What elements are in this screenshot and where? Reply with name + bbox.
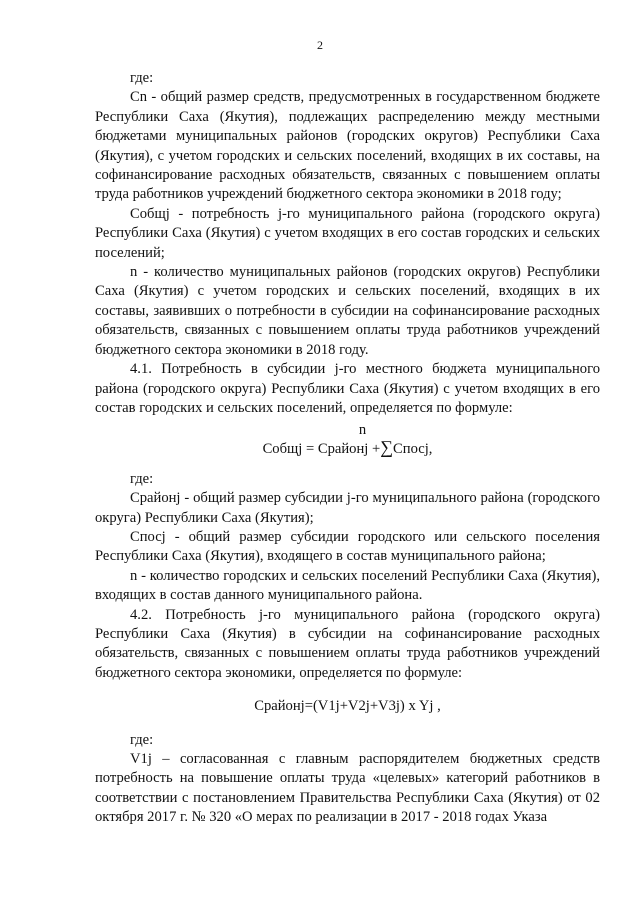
definition-n-districts: n - количество муниципальных районов (городских округов) Республики Саха (Якутия) с учетом городских и сельских поселений, входящих в их составы, заявивших о потребности в субсидии на софинансирование расходных обязательств, связанных с повышением оплаты труда работников учреждений бюджетного сектора экономики в 2018 году. — [95, 264, 600, 358]
sum-symbol: ∑ — [380, 437, 394, 458]
formula-sobsch — [95, 422, 600, 459]
formula-superscript: n — [358, 422, 367, 439]
definition-sposj: Спосj - общий размер субсидии городского или сельского поселения Республики Саха (Якутия), входящего в состав муниципального района; — [95, 528, 600, 565]
definition-sobsch: Собщj - потребность j-го муниципального района (городского округа) Республики Саха (Якутия) с учетом входящих в его состав городских и сельских поселений; — [95, 205, 600, 261]
definition-v1j: V1j – согласованная с главным распорядителем бюджетных средств потребность на повышение оплаты труда «целевых» категорий работников в соответствии с постановлением Правительства Республики Саха (Якутия) от 02 октября 2017 г. № 320 «О мерах по реализации в 2017 - 2018 годах Указа — [95, 751, 600, 826]
definition-n-settlements: n - количество городских и сельских поселений Республики Саха (Якутия), входящих в состав данного муниципального района. — [95, 567, 600, 604]
definition-cn: Cn - общий размер средств, предусмотренных в государственном бюджете Республики Саха (Якутия), подлежащих распределению между местными бюджетами муниципальных районов (городских округов) Республики Саха (Якутия), с учетом городских и сельских поселений, входящих в их составы, на софинансирование расходных обязательств, связанных с повышением оплаты труда работников учреждений бюджетного сектора экономики в 2018 году; — [95, 89, 600, 203]
formula-right: Спосj, — [393, 441, 433, 458]
formula-srayon: Срайонj=(V1j+V2j+V3j) x Yj , — [254, 698, 441, 715]
where-label-2: где: — [130, 470, 154, 487]
where-label: где: — [130, 70, 154, 86]
definition-srayon: Срайонj - общий размер субсидии j-го муниципального района (городского округа) Республики Саха (Якутия); — [95, 490, 600, 526]
section-4-2: 4.2. Потребность j-го муниципального района (городского округа) Республики Саха (Якутия) в субсидии на софинансирование расходных обязательств, связанных с повышением оплаты труда работников учреждений бюджетного сектора экономики, определяется по формуле: — [95, 606, 600, 681]
formula-left: Собщj = Срайонj + — [262, 441, 381, 458]
document-body — [95, 69, 600, 828]
where-label-3: где: — [130, 731, 154, 748]
page-number: 2 — [317, 38, 323, 52]
section-4-1: 4.1. Потребность в субсидии j-го местного бюджета муниципального района (городского округа) Республики Саха (Якутия) с учетом входящих в его состав городских и сельских поселений, определяется по формуле: — [95, 361, 600, 416]
